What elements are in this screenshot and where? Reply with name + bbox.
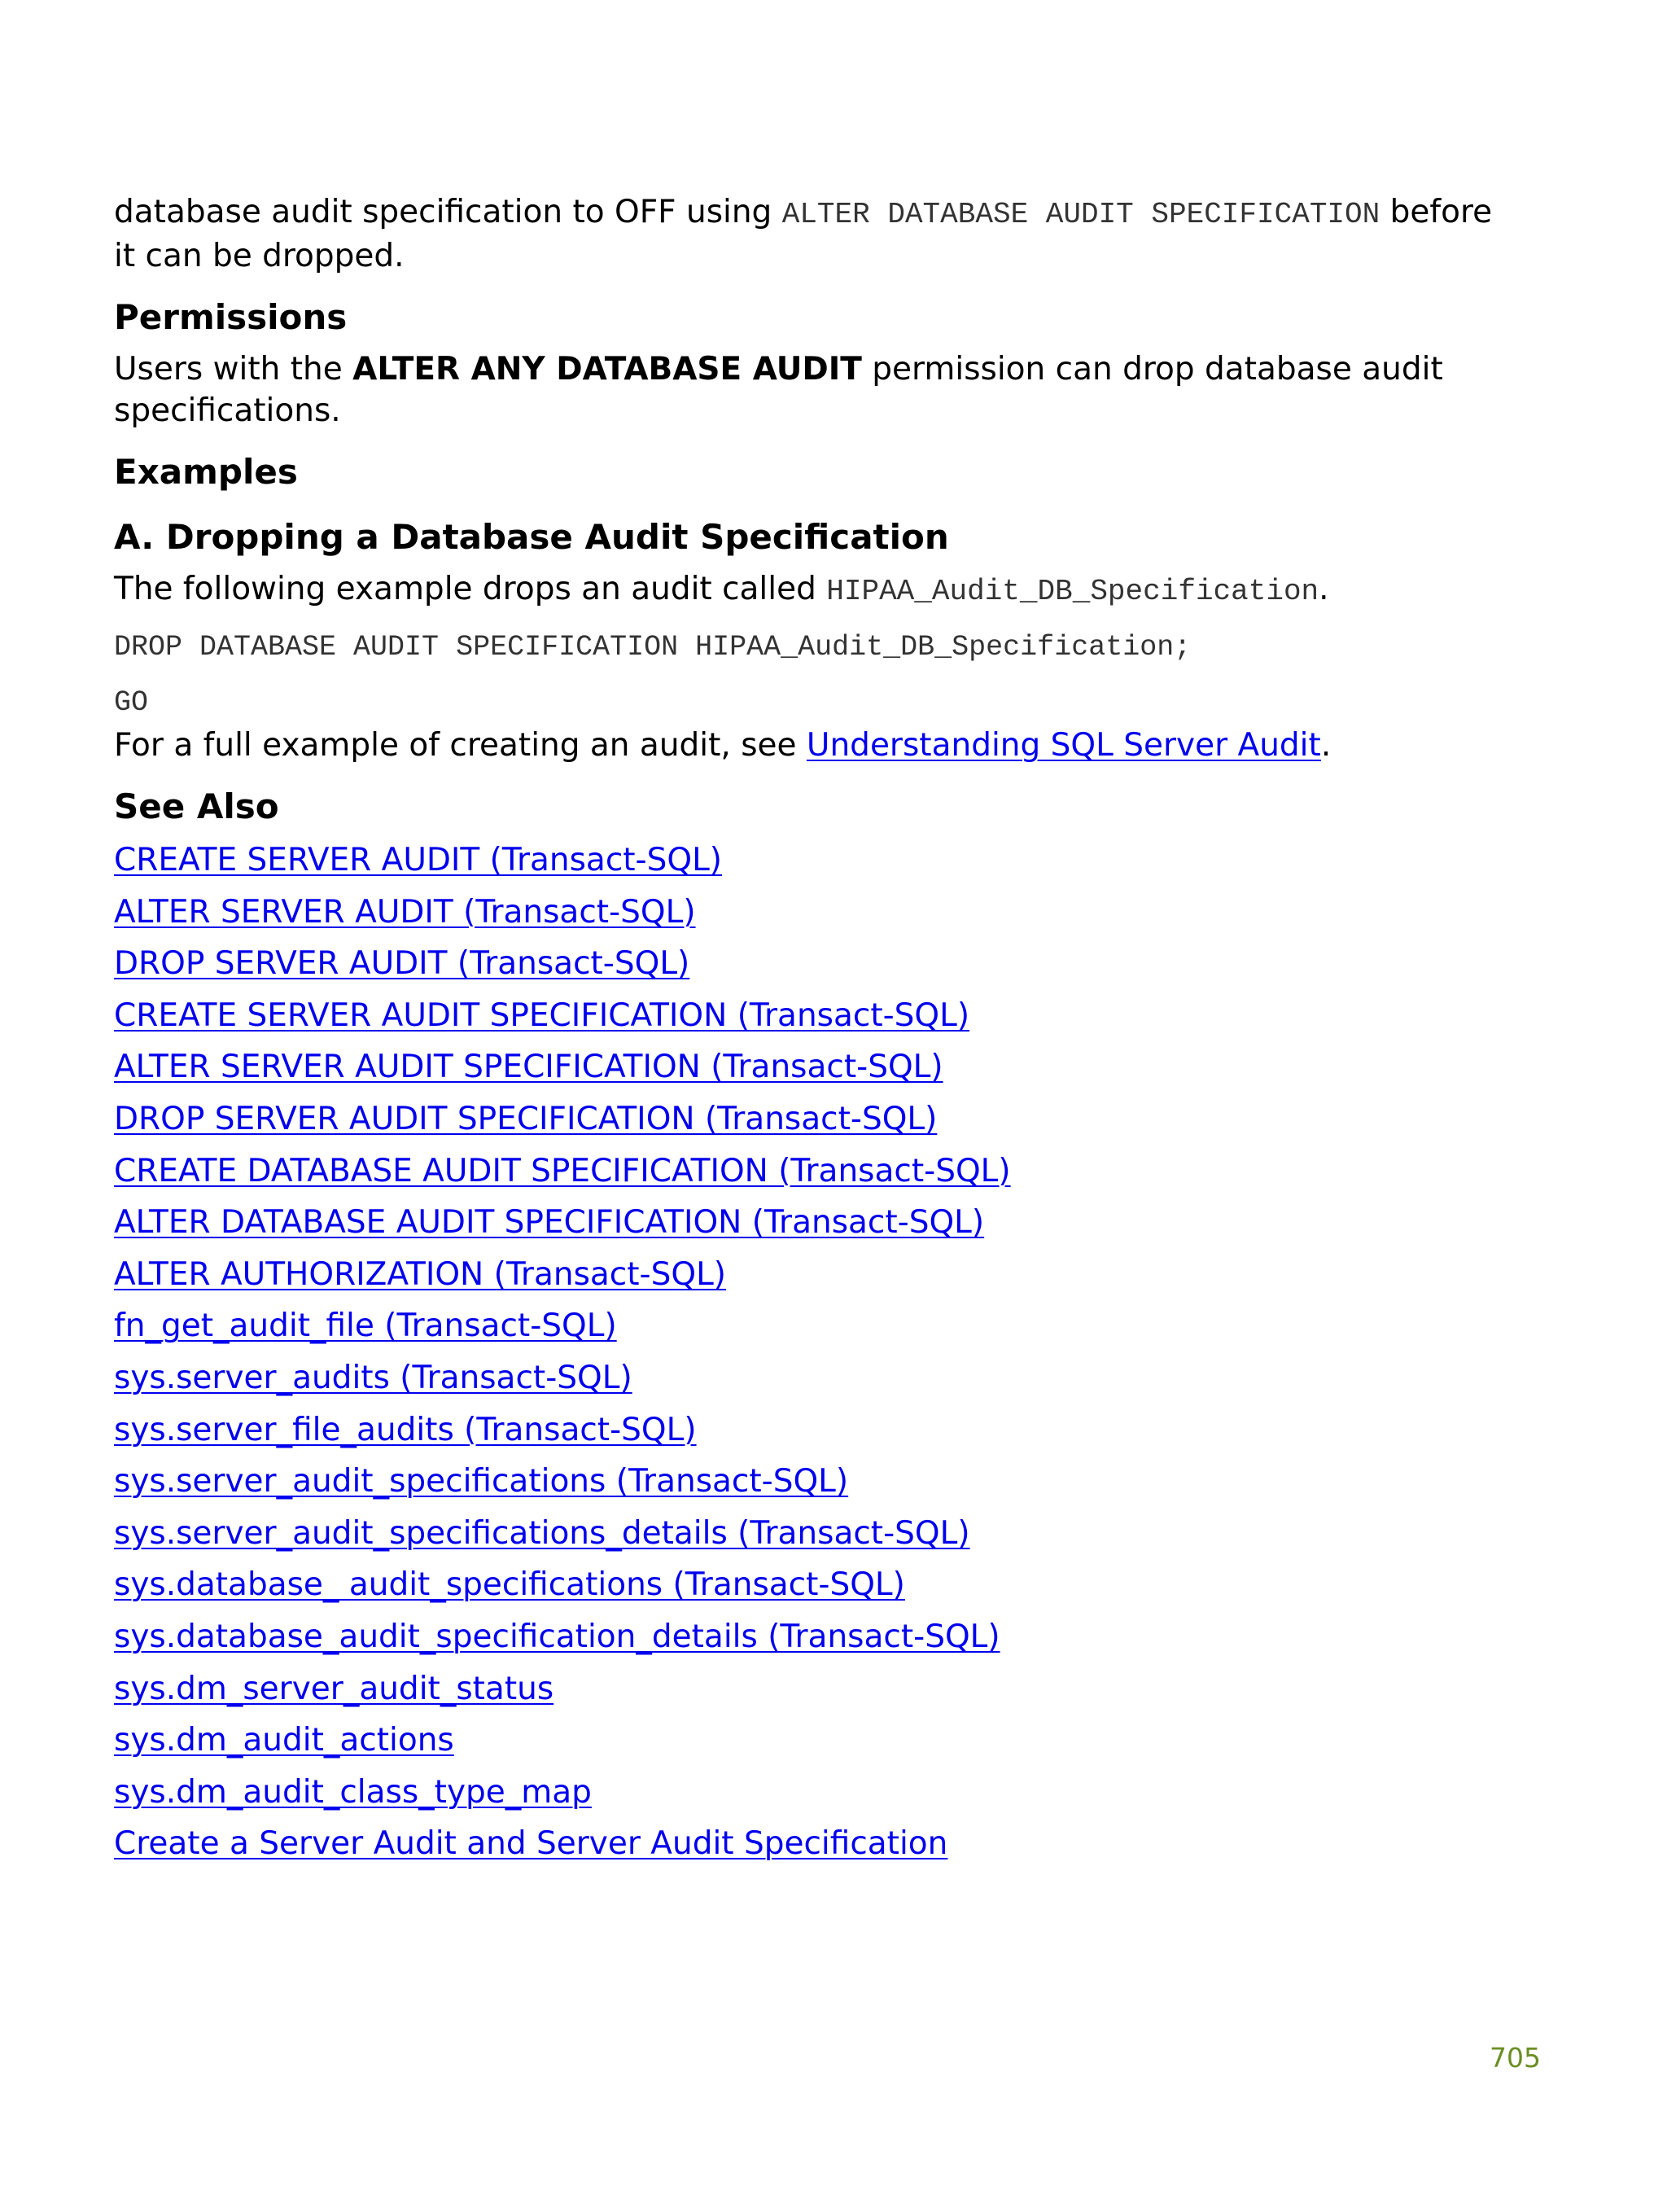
document-page [114,191,1498,1870]
see-also-link-create-server-audit-specification[interactable]: CREATE SERVER AUDIT SPECIFICATION (Transact-SQL) [114,996,970,1034]
example-a-heading: A. Dropping a Database Audit Specification [114,517,949,557]
permissions-heading: Permissions [114,297,348,337]
see-also-link-fn-get-audit-file[interactable]: fn_get_audit_file (Transact-SQL) [114,1307,617,1345]
see-also-item [114,834,1498,887]
see-also-item [114,1197,1498,1249]
see-also-link-sys-database-audit-specification-details[interactable]: sys.database_audit_specification_details (Transact-SQL) [114,1618,1000,1655]
full-example-after: . [1320,727,1332,764]
see-also-item [114,1404,1498,1456]
see-also-item [114,1249,1498,1301]
example-desc-before: The following example drops an audit called [114,571,827,607]
permissions-bold: ALTER ANY DATABASE AUDIT [352,351,862,388]
permissions-paragraph [114,348,1498,431]
examples-heading: Examples [114,452,298,492]
see-also-link-sys-server-audit-specifications[interactable]: sys.server_audit_specifications (Transact-SQL) [114,1463,849,1500]
see-also-item [114,1715,1498,1767]
permissions-text-before: Users with the [114,351,353,388]
see-also-item [114,1508,1498,1560]
see-also-item [114,1456,1498,1508]
code-line-drop: DROP DATABASE AUDIT SPECIFICATION HIPAA_Audit_DB_Specification; [114,631,1192,664]
see-also-item [114,938,1498,990]
example-description [114,568,1498,612]
see-also-item [114,1818,1498,1870]
see-also-item [114,1663,1498,1715]
intro-paragraph [114,191,1498,277]
see-also-link-create-database-audit-specification[interactable]: CREATE DATABASE AUDIT SPECIFICATION (Transact-SQL) [114,1152,1011,1189]
see-also-link-create-server-audit-and-specification[interactable]: Create a Server Audit and Server Audit Specification [114,1825,948,1863]
intro-text-before: database audit specification to OFF using [114,194,782,230]
intro-code: ALTER DATABASE AUDIT SPECIFICATION [781,198,1380,231]
see-also-link-alter-server-audit[interactable]: ALTER SERVER AUDIT (Transact-SQL) [114,893,696,931]
see-also-link-sys-database-audit-specifications[interactable]: sys.database_ audit_specifications (Transact-SQL) [114,1566,905,1604]
see-also-link-alter-database-audit-specification[interactable]: ALTER DATABASE AUDIT SPECIFICATION (Transact-SQL) [114,1204,985,1242]
page-number: 705 [1490,2042,1541,2074]
example-desc-after: . [1319,571,1329,607]
see-also-heading: See Also [114,786,279,826]
see-also-link-sys-dm-audit-class-type-map[interactable]: sys.dm_audit_class_type_map [114,1773,592,1811]
see-also-item [114,1352,1498,1404]
example-desc-code: HIPAA_Audit_DB_Specification [826,575,1319,608]
see-also-link-alter-authorization[interactable]: ALTER AUTHORIZATION (Transact-SQL) [114,1255,727,1293]
see-also-link-drop-server-audit[interactable]: DROP SERVER AUDIT (Transact-SQL) [114,945,690,983]
see-also-link-sys-dm-audit-actions[interactable]: sys.dm_audit_actions [114,1722,454,1759]
see-also-item [114,1767,1498,1819]
see-also-item [114,990,1498,1042]
see-also-link-drop-server-audit-specification[interactable]: DROP SERVER AUDIT SPECIFICATION (Transact-SQL) [114,1100,938,1137]
see-also-item [114,1041,1498,1093]
full-example-before: For a full example of creating an audit, see [114,727,807,764]
see-also-link-create-server-audit[interactable]: CREATE SERVER AUDIT (Transact-SQL) [114,842,723,878]
full-example-paragraph [114,725,1498,766]
see-also-item [114,1093,1498,1145]
permissions-text-after: permission can drop database audit specifications. [114,351,1443,429]
see-also-item [114,887,1498,939]
see-also-link-sys-server-file-audits[interactable]: sys.server_file_audits (Transact-SQL) [114,1411,697,1448]
see-also-item [114,1559,1498,1611]
see-also-link-alter-server-audit-specification[interactable]: ALTER SERVER AUDIT SPECIFICATION (Transact-SQL) [114,1049,943,1086]
intro-text-after: before it can be dropped. [114,194,1493,274]
see-also-list [114,834,1498,1870]
code-line-go: GO [114,686,149,719]
see-also-link-sys-server-audits[interactable]: sys.server_audits (Transact-SQL) [114,1359,632,1396]
see-also-link-sys-server-audit-specifications-details[interactable]: sys.server_audit_specifications_details (Transact-SQL) [114,1514,970,1552]
see-also-link-sys-dm-server-audit-status[interactable]: sys.dm_server_audit_status [114,1670,554,1707]
see-also-item [114,1145,1498,1198]
see-also-item [114,1611,1498,1663]
understanding-sql-server-audit-link[interactable]: Understanding SQL Server Audit [806,727,1321,764]
see-also-item [114,1300,1498,1352]
